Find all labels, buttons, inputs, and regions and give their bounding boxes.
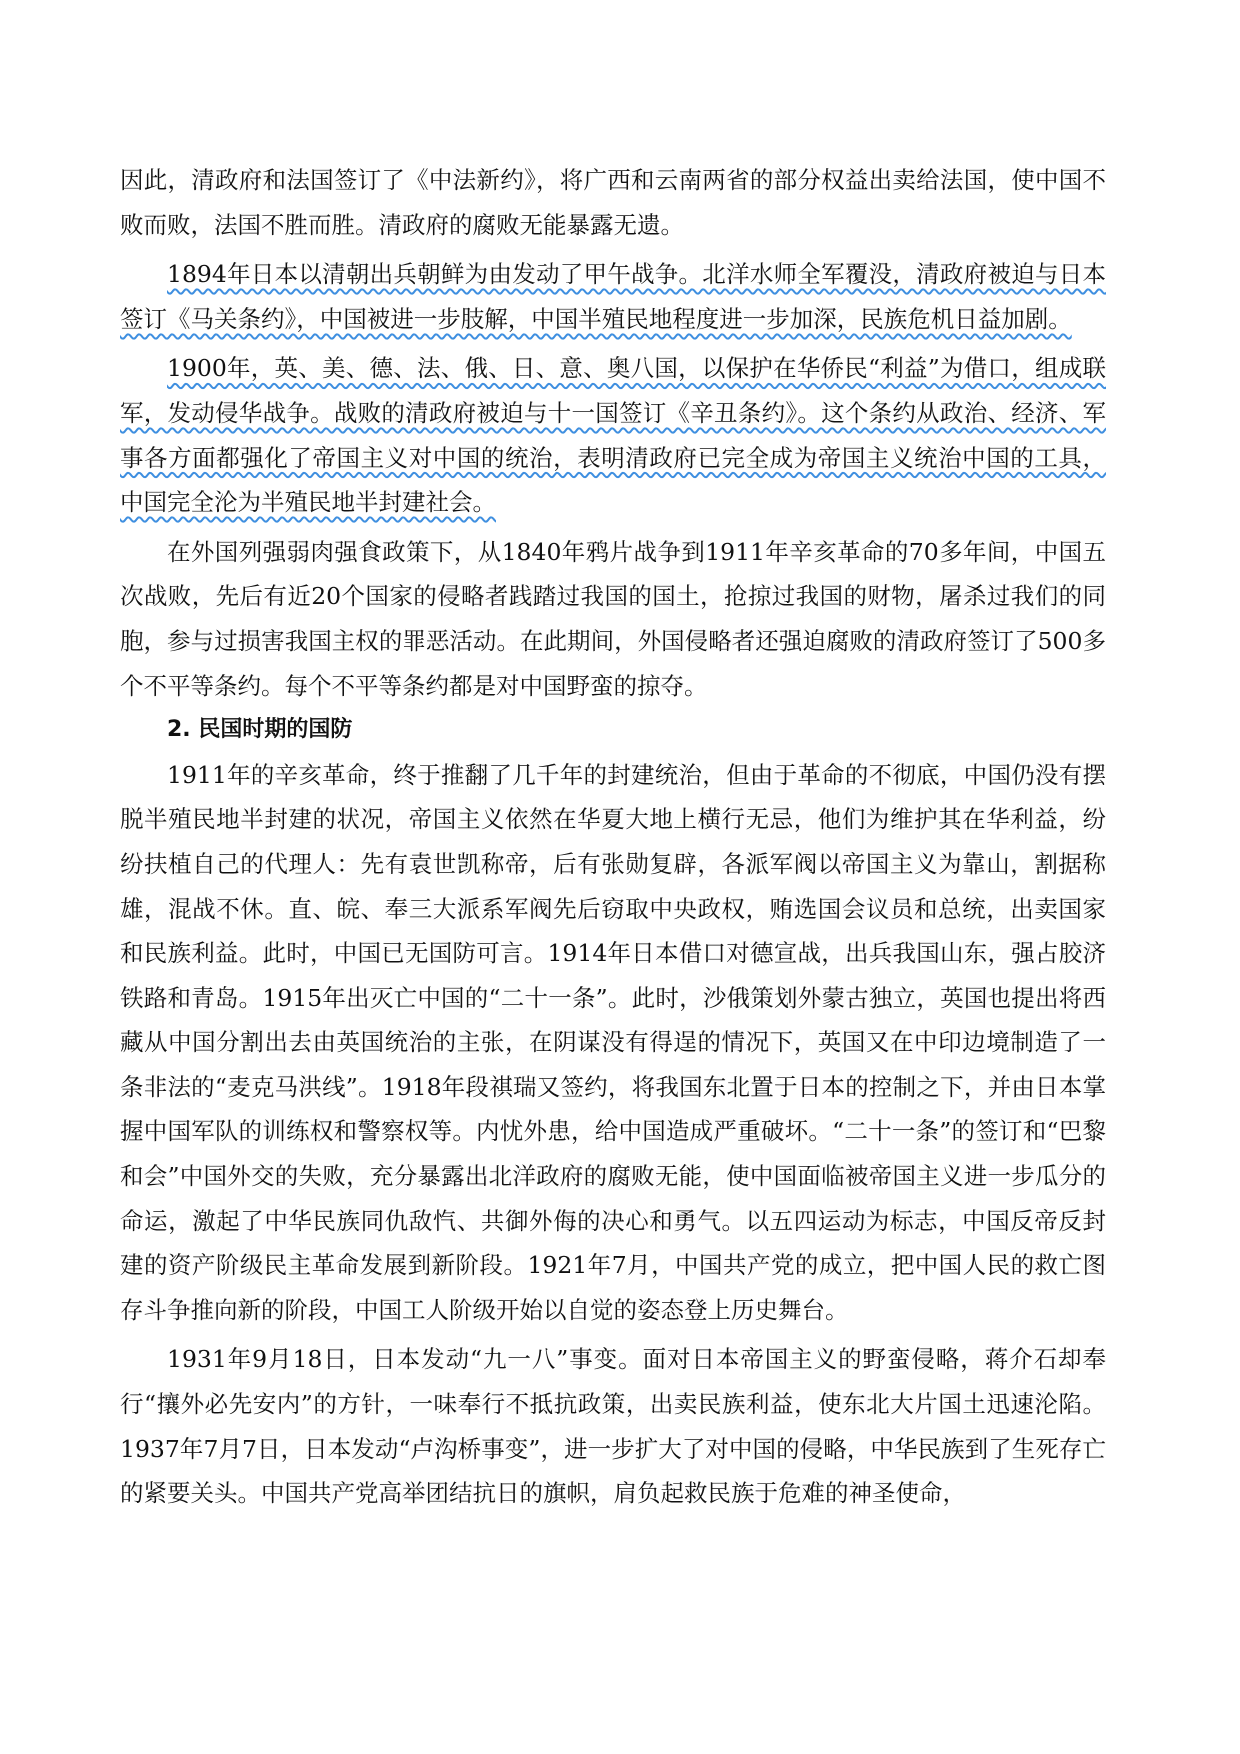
paragraph-republic-era: 1911年的辛亥革命，终于推翻了几千年的封建统治，但由于革命的不彻底，中国仍没有摆脱半殖民地半封建的状况，帝国主义依然在华夏大地上横行无忌，他们为维护其在华利益，纷纷扶植自己的代理人：先有袁世凯称帝，后有张勋复辟，各派军阀以帝国主义为靠山，割据称雄，混战不休。直、皖、奉三大派系军阀先后窃取中央政权，贿选国会议员和总统，出卖国家和民族利益。此时，中国已无国防可言。1914年日本借口对德宣战，出兵我国山东，强占胶济铁路和青岛。1915年出灭亡中国的“二十一条”。此时，沙俄策划外蒙古独立，英国也提出将西藏从中国分割出去由英国统治的主张，在阴谋没有得逞的情况下，英国又在中印边境制造了一条非法的“麦克马洪线”。1918年段祺瑞又签约，将我国东北置于日本的控制之下，并由日本掌握中国军队的训练权和警察权等。内忧外患，给中国造成严重破坏。“二十一条”的签订和“巴黎和会”中国外交的失败，充分暴露出北洋政府的腐败无能，使中国面临被帝国主义进一步瓜分的命运，激起了中华民族同仇敌忾、共御外侮的决心和勇气。以五四运动为标志，中国反帝反封建的资产阶级民主革命发展到新阶段。1921年7月，中国共产党的成立，把中国人民的救亡图存斗争推向新的阶段，中国工人阶级开始以自觉的姿态登上历史舞台。: [120, 760, 1106, 1324]
paragraph-sino-japanese-war: [120, 252, 1106, 341]
paragraph-eight-nation-alliance: [120, 346, 1106, 524]
underlined-text: 1900年，英、美、德、法、俄、日、意、奥八国，以保护在华侨民“利益”为借口，组成联军，发动侵华战争。战败的清政府被迫与十一国签订《辛丑条约》。这个条约从政治、经济、军事各方面都强化了帝国主义对中国的统治，表明清政府已完全成为帝国主义统治中国的工具，中国完全沦为半殖民地半封建社会。: [120, 354, 1106, 517]
page-body: [120, 158, 1106, 1516]
paragraph-treaty-of-tianjin: 因此，清政府和法国签订了《中法新约》，将广西和云南两省的部分权益出卖给法国，使中国不败而败，法国不胜而胜。清政府的腐败无能暴露无遗。: [120, 166, 1106, 239]
paragraph-resistance-war: 1931年9月18日，日本发动“九一八”事变。面对日本帝国主义的野蛮侵略，蒋介石却奉行“攘外必先安内”的方针，一味奉行不抵抗政策，出卖民族利益，使东北大片国土迅速沦陷。1937年7月7日，日本发动“卢沟桥事变”，进一步扩大了对中国的侵略，中华民族到了生死存亡的紧要关头。中国共产党高举团结抗日的旗帜，肩负起救民族于危难的神圣使命，: [120, 1345, 1106, 1508]
paragraph-unequal-treaties: 在外国列强弱肉强食政策下，从1840年鸦片战争到1911年辛亥革命的70多年间，中国五次战败，先后有近20个国家的侵略者践踏过我国的国土，抢掠过我国的财物，屠杀过我们的同胞，参与过损害我国主权的罪恶活动。在此期间，外国侵略者还强迫腐败的清政府签订了500多个不平等条约。每个不平等条约都是对中国野蛮的掠夺。: [120, 537, 1106, 700]
underlined-text: 1894年日本以清朝出兵朝鲜为由发动了甲午战争。北洋水师全军覆没，清政府被迫与日本签订《马关条约》，中国被进一步肢解，中国半殖民地程度进一步加深，民族危机日益加剧。: [120, 260, 1106, 333]
section-heading: 2. 民国时期的国防: [167, 717, 353, 743]
